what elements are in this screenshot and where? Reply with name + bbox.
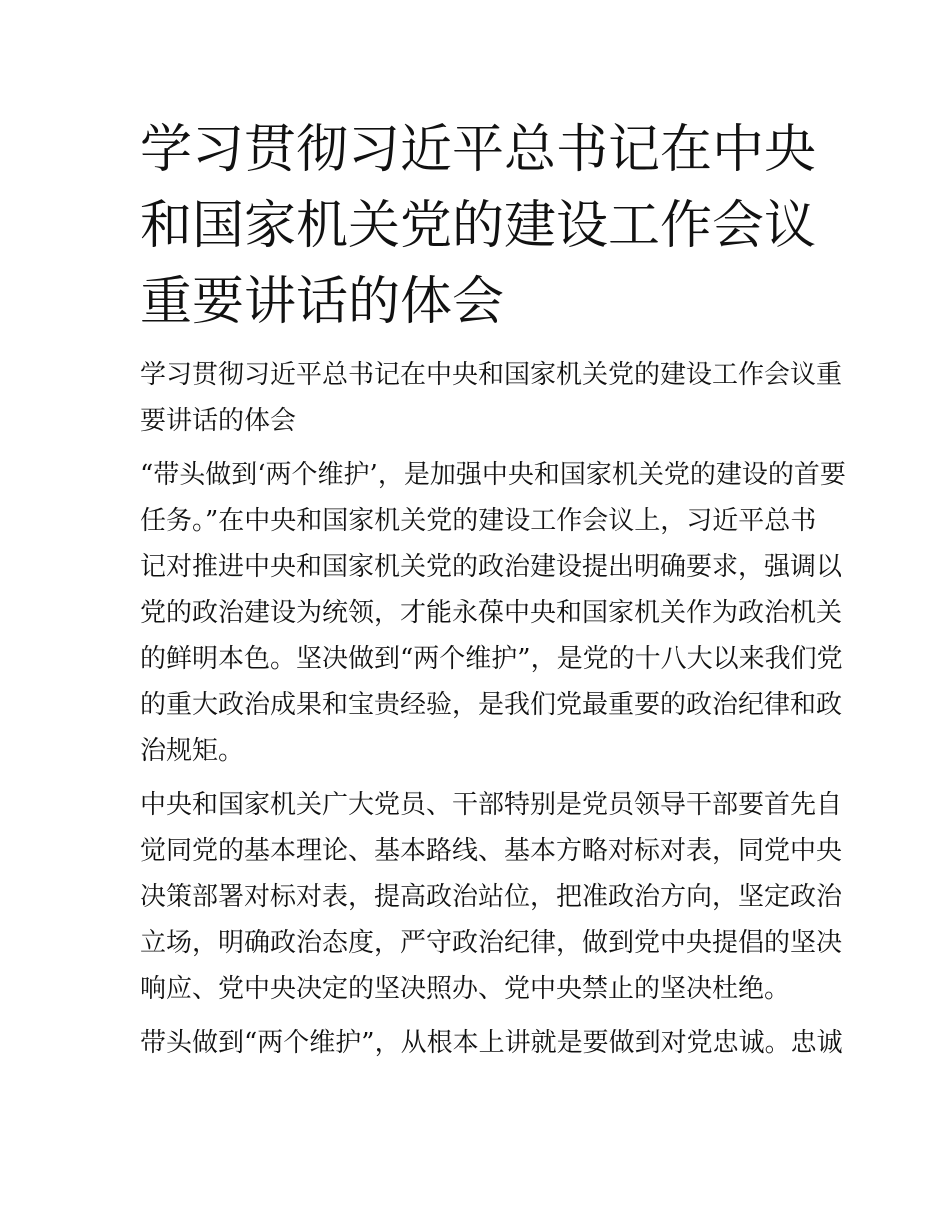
paragraph-line: 要讲话的体会	[140, 406, 297, 436]
paragraph-line: 中央和国家机关广大党员、干部特别是党员领导干部要首先自	[140, 790, 843, 820]
paragraph-line: 响应、党中央决定的坚决照办、党中央禁止的坚决杜绝。	[140, 974, 791, 1004]
paragraph-line: 任务。”在中央和国家机关党的建设工作会议上，习近平总书	[140, 506, 817, 536]
paragraph-repeat-title	[140, 352, 843, 444]
paragraph-line: 决策部署对标对表，提高政治站位，把准政治方向，坚定政治	[140, 882, 843, 912]
paragraph-two-safeguards	[140, 452, 846, 774]
paragraph-line: 党的政治建设为统领，才能永葆中央和国家机关作为政治机关	[140, 598, 843, 628]
paragraph-line: “带头做到‘两个维护’，是加强中央和国家机关党的建设的首要	[140, 460, 846, 490]
paragraph-party-members	[140, 782, 843, 1012]
paragraph-line: 治规矩。	[140, 736, 245, 766]
paragraph-line: 带头做到“两个维护”，从根本上讲就是要做到对党忠诚。忠诚	[140, 1028, 843, 1058]
paragraph-line: 立场，明确政治态度，严守政治纪律，做到党中央提倡的坚决	[140, 928, 843, 958]
title-line: 重要讲话的体会	[140, 272, 505, 332]
title-line: 和国家机关党的建设工作会议	[140, 196, 817, 256]
title-line: 学习贯彻习近平总书记在中央	[140, 120, 817, 180]
paragraph-line: 的重大政治成果和宝贵经验，是我们党最重要的政治纪律和政	[140, 690, 843, 720]
paragraph-line: 的鲜明本色。坚决做到“两个维护”，是党的十八大以来我们党	[140, 644, 843, 674]
document-title	[140, 112, 815, 340]
paragraph-line: 记对推进中央和国家机关党的政治建设提出明确要求，强调以	[140, 552, 843, 582]
paragraph-line: 学习贯彻习近平总书记在中央和国家机关党的建设工作会议重	[140, 360, 843, 390]
paragraph-line: 觉同党的基本理论、基本路线、基本方略对标对表，同党中央	[140, 836, 843, 866]
document-content	[140, 112, 846, 1066]
paragraph-loyalty	[140, 1020, 843, 1066]
